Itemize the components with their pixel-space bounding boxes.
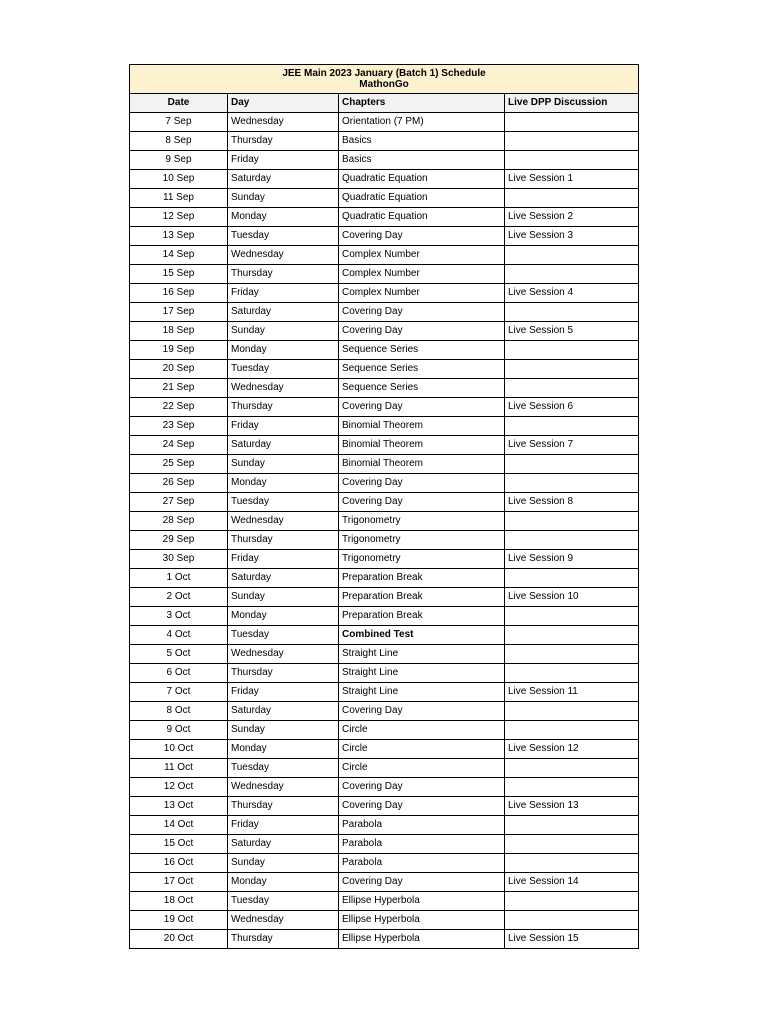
cell-date: 13 Sep	[130, 227, 228, 246]
cell-chapter: Circle	[339, 740, 505, 759]
cell-chapter: Binomial Theorem	[339, 455, 505, 474]
table-row	[130, 227, 639, 246]
table-row	[130, 398, 639, 417]
cell-date: 15 Sep	[130, 265, 228, 284]
header-row	[130, 94, 639, 113]
cell-chapter: Combined Test	[339, 626, 505, 645]
cell-date: 10 Sep	[130, 170, 228, 189]
cell-date: 17 Oct	[130, 873, 228, 892]
cell-live-session	[505, 626, 639, 645]
table-row	[130, 930, 639, 949]
cell-live-session: Live Session 12	[505, 740, 639, 759]
table-row	[130, 626, 639, 645]
cell-chapter: Orientation (7 PM)	[339, 113, 505, 132]
cell-date: 16 Oct	[130, 854, 228, 873]
cell-day: Thursday	[228, 930, 339, 949]
cell-live-session: Live Session 11	[505, 683, 639, 702]
table-row	[130, 854, 639, 873]
cell-date: 8 Oct	[130, 702, 228, 721]
cell-live-session	[505, 265, 639, 284]
cell-date: 23 Sep	[130, 417, 228, 436]
cell-day: Tuesday	[228, 759, 339, 778]
cell-date: 5 Oct	[130, 645, 228, 664]
cell-date: 17 Sep	[130, 303, 228, 322]
cell-day: Monday	[228, 873, 339, 892]
table-row	[130, 550, 639, 569]
cell-day: Sunday	[228, 322, 339, 341]
cell-day: Saturday	[228, 436, 339, 455]
table-row	[130, 417, 639, 436]
cell-date: 19 Sep	[130, 341, 228, 360]
cell-day: Thursday	[228, 398, 339, 417]
cell-day: Tuesday	[228, 493, 339, 512]
cell-date: 7 Oct	[130, 683, 228, 702]
cell-day: Friday	[228, 816, 339, 835]
cell-date: 26 Sep	[130, 474, 228, 493]
cell-day: Friday	[228, 550, 339, 569]
table-row	[130, 569, 639, 588]
table-row	[130, 189, 639, 208]
table-row	[130, 246, 639, 265]
cell-chapter: Preparation Break	[339, 569, 505, 588]
cell-chapter: Covering Day	[339, 702, 505, 721]
cell-live-session: Live Session 5	[505, 322, 639, 341]
table-row	[130, 531, 639, 550]
header-chapters: Chapters	[339, 94, 505, 113]
table-row	[130, 721, 639, 740]
cell-live-session	[505, 721, 639, 740]
table-row	[130, 588, 639, 607]
cell-date: 8 Sep	[130, 132, 228, 151]
cell-chapter: Basics	[339, 132, 505, 151]
cell-live-session	[505, 702, 639, 721]
cell-date: 14 Sep	[130, 246, 228, 265]
cell-live-session	[505, 189, 639, 208]
cell-day: Sunday	[228, 854, 339, 873]
cell-day: Wednesday	[228, 246, 339, 265]
cell-date: 21 Sep	[130, 379, 228, 398]
table-row	[130, 113, 639, 132]
cell-date: 24 Sep	[130, 436, 228, 455]
table-row	[130, 455, 639, 474]
cell-day: Tuesday	[228, 227, 339, 246]
table-row	[130, 645, 639, 664]
table-row	[130, 284, 639, 303]
header-day: Day	[228, 94, 339, 113]
schedule-title: JEE Main 2023 January (Batch 1) Schedule	[282, 68, 486, 79]
cell-live-session	[505, 854, 639, 873]
cell-live-session: Live Session 1	[505, 170, 639, 189]
cell-chapter: Binomial Theorem	[339, 436, 505, 455]
cell-live-session: Live Session 9	[505, 550, 639, 569]
header-live-dpp: Live DPP Discussion	[505, 94, 639, 113]
cell-date: 12 Oct	[130, 778, 228, 797]
cell-day: Tuesday	[228, 892, 339, 911]
cell-chapter: Sequence Series	[339, 360, 505, 379]
cell-chapter: Quadratic Equation	[339, 189, 505, 208]
cell-day: Saturday	[228, 702, 339, 721]
table-row	[130, 892, 639, 911]
cell-chapter: Covering Day	[339, 778, 505, 797]
cell-live-session	[505, 816, 639, 835]
cell-day: Friday	[228, 151, 339, 170]
cell-live-session	[505, 778, 639, 797]
cell-chapter: Parabola	[339, 835, 505, 854]
cell-day: Thursday	[228, 664, 339, 683]
cell-day: Thursday	[228, 132, 339, 151]
title-row	[130, 65, 639, 94]
cell-date: 29 Sep	[130, 531, 228, 550]
table-row	[130, 493, 639, 512]
cell-day: Wednesday	[228, 512, 339, 531]
cell-day: Monday	[228, 474, 339, 493]
cell-chapter: Trigonometry	[339, 531, 505, 550]
cell-chapter: Straight Line	[339, 664, 505, 683]
cell-chapter: Covering Day	[339, 227, 505, 246]
table-row	[130, 170, 639, 189]
cell-date: 9 Sep	[130, 151, 228, 170]
table-row	[130, 797, 639, 816]
cell-chapter: Trigonometry	[339, 512, 505, 531]
cell-day: Friday	[228, 417, 339, 436]
cell-live-session	[505, 892, 639, 911]
cell-day: Monday	[228, 341, 339, 360]
cell-live-session	[505, 645, 639, 664]
cell-chapter: Ellipse Hyperbola	[339, 892, 505, 911]
cell-date: 6 Oct	[130, 664, 228, 683]
cell-date: 9 Oct	[130, 721, 228, 740]
table-row	[130, 208, 639, 227]
table-row	[130, 911, 639, 930]
cell-live-session	[505, 759, 639, 778]
table-row	[130, 322, 639, 341]
cell-day: Thursday	[228, 797, 339, 816]
cell-date: 16 Sep	[130, 284, 228, 303]
cell-date: 1 Oct	[130, 569, 228, 588]
cell-live-session	[505, 151, 639, 170]
cell-live-session: Live Session 14	[505, 873, 639, 892]
cell-date: 27 Sep	[130, 493, 228, 512]
cell-live-session	[505, 417, 639, 436]
table-row	[130, 303, 639, 322]
cell-date: 13 Oct	[130, 797, 228, 816]
cell-date: 15 Oct	[130, 835, 228, 854]
cell-live-session	[505, 512, 639, 531]
cell-day: Saturday	[228, 835, 339, 854]
cell-date: 4 Oct	[130, 626, 228, 645]
cell-day: Saturday	[228, 170, 339, 189]
cell-live-session	[505, 664, 639, 683]
table-row	[130, 360, 639, 379]
table-row	[130, 702, 639, 721]
cell-chapter: Preparation Break	[339, 607, 505, 626]
cell-live-session: Live Session 10	[505, 588, 639, 607]
cell-date: 11 Oct	[130, 759, 228, 778]
cell-date: 18 Sep	[130, 322, 228, 341]
cell-chapter: Ellipse Hyperbola	[339, 911, 505, 930]
cell-day: Thursday	[228, 531, 339, 550]
cell-live-session	[505, 569, 639, 588]
cell-date: 20 Sep	[130, 360, 228, 379]
cell-day: Wednesday	[228, 778, 339, 797]
table-row	[130, 664, 639, 683]
cell-chapter: Quadratic Equation	[339, 170, 505, 189]
cell-chapter: Complex Number	[339, 284, 505, 303]
cell-live-session	[505, 379, 639, 398]
table-row	[130, 835, 639, 854]
cell-day: Wednesday	[228, 911, 339, 930]
cell-day: Friday	[228, 683, 339, 702]
cell-chapter: Trigonometry	[339, 550, 505, 569]
cell-live-session	[505, 455, 639, 474]
table-row	[130, 873, 639, 892]
schedule-subtitle: MathonGo	[359, 79, 409, 90]
header-date: Date	[130, 94, 228, 113]
cell-live-session: Live Session 3	[505, 227, 639, 246]
table-row	[130, 436, 639, 455]
cell-date: 28 Sep	[130, 512, 228, 531]
cell-live-session	[505, 835, 639, 854]
cell-live-session: Live Session 8	[505, 493, 639, 512]
schedule-sheet	[129, 64, 638, 949]
cell-live-session: Live Session 15	[505, 930, 639, 949]
cell-live-session: Live Session 4	[505, 284, 639, 303]
cell-chapter: Straight Line	[339, 645, 505, 664]
table-row	[130, 740, 639, 759]
cell-live-session	[505, 911, 639, 930]
cell-chapter: Covering Day	[339, 303, 505, 322]
cell-chapter: Sequence Series	[339, 341, 505, 360]
table-row	[130, 379, 639, 398]
table-row	[130, 759, 639, 778]
table-row	[130, 816, 639, 835]
schedule-body	[130, 113, 639, 949]
cell-day: Sunday	[228, 721, 339, 740]
cell-live-session: Live Session 13	[505, 797, 639, 816]
table-row	[130, 778, 639, 797]
schedule-table	[129, 64, 639, 949]
cell-chapter: Quadratic Equation	[339, 208, 505, 227]
cell-chapter: Ellipse Hyperbola	[339, 930, 505, 949]
cell-chapter: Sequence Series	[339, 379, 505, 398]
cell-chapter: Covering Day	[339, 493, 505, 512]
cell-date: 30 Sep	[130, 550, 228, 569]
table-row	[130, 474, 639, 493]
cell-chapter: Complex Number	[339, 265, 505, 284]
cell-date: 3 Oct	[130, 607, 228, 626]
cell-day: Wednesday	[228, 113, 339, 132]
cell-live-session	[505, 113, 639, 132]
cell-date: 7 Sep	[130, 113, 228, 132]
cell-day: Sunday	[228, 189, 339, 208]
cell-live-session: Live Session 2	[505, 208, 639, 227]
cell-date: 22 Sep	[130, 398, 228, 417]
cell-live-session: Live Session 7	[505, 436, 639, 455]
cell-chapter: Binomial Theorem	[339, 417, 505, 436]
cell-chapter: Basics	[339, 151, 505, 170]
cell-day: Friday	[228, 284, 339, 303]
cell-day: Monday	[228, 740, 339, 759]
cell-live-session	[505, 132, 639, 151]
cell-day: Thursday	[228, 265, 339, 284]
cell-day: Monday	[228, 208, 339, 227]
cell-chapter: Straight Line	[339, 683, 505, 702]
cell-date: 2 Oct	[130, 588, 228, 607]
table-row	[130, 132, 639, 151]
cell-chapter: Covering Day	[339, 873, 505, 892]
cell-date: 18 Oct	[130, 892, 228, 911]
cell-chapter: Covering Day	[339, 322, 505, 341]
cell-day: Sunday	[228, 588, 339, 607]
cell-day: Tuesday	[228, 626, 339, 645]
cell-date: 12 Sep	[130, 208, 228, 227]
cell-live-session	[505, 246, 639, 265]
cell-day: Wednesday	[228, 645, 339, 664]
cell-date: 14 Oct	[130, 816, 228, 835]
cell-day: Saturday	[228, 303, 339, 322]
table-row	[130, 607, 639, 626]
cell-date: 19 Oct	[130, 911, 228, 930]
cell-chapter: Parabola	[339, 854, 505, 873]
table-row	[130, 512, 639, 531]
cell-live-session	[505, 607, 639, 626]
cell-live-session	[505, 531, 639, 550]
cell-live-session: Live Session 6	[505, 398, 639, 417]
cell-day: Tuesday	[228, 360, 339, 379]
cell-chapter: Covering Day	[339, 398, 505, 417]
cell-chapter: Covering Day	[339, 474, 505, 493]
table-row	[130, 341, 639, 360]
cell-chapter: Preparation Break	[339, 588, 505, 607]
cell-day: Saturday	[228, 569, 339, 588]
cell-chapter: Complex Number	[339, 246, 505, 265]
cell-date: 10 Oct	[130, 740, 228, 759]
table-row	[130, 683, 639, 702]
table-row	[130, 151, 639, 170]
cell-live-session	[505, 360, 639, 379]
cell-live-session	[505, 303, 639, 322]
cell-date: 20 Oct	[130, 930, 228, 949]
cell-chapter: Parabola	[339, 816, 505, 835]
cell-chapter: Circle	[339, 721, 505, 740]
cell-date: 11 Sep	[130, 189, 228, 208]
cell-day: Sunday	[228, 455, 339, 474]
title-cell	[130, 65, 639, 94]
cell-day: Monday	[228, 607, 339, 626]
table-row	[130, 265, 639, 284]
cell-date: 25 Sep	[130, 455, 228, 474]
cell-day: Wednesday	[228, 379, 339, 398]
cell-live-session	[505, 474, 639, 493]
cell-live-session	[505, 341, 639, 360]
cell-chapter: Covering Day	[339, 797, 505, 816]
cell-chapter: Circle	[339, 759, 505, 778]
